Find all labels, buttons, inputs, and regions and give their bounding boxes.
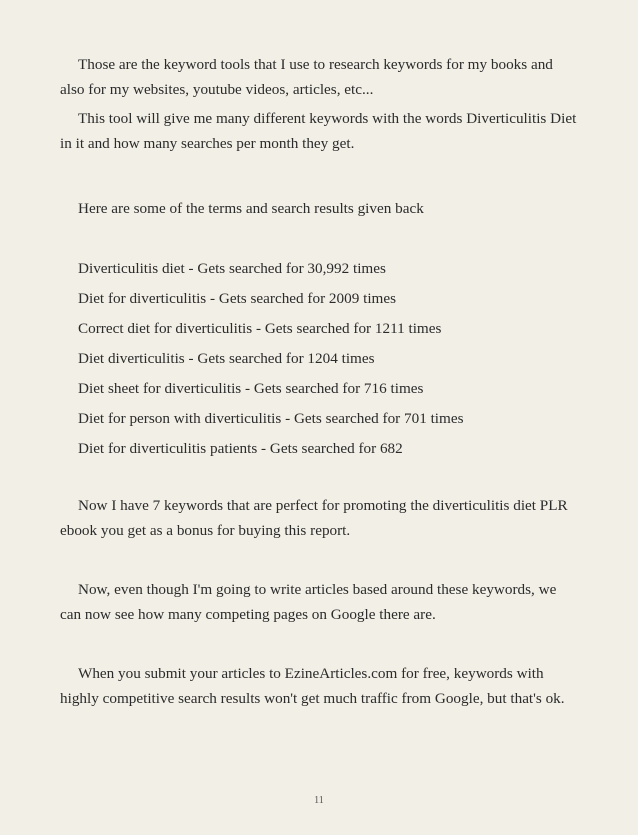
list-item: Correct diet for diverticulitis - Gets searched for 1211 times bbox=[78, 320, 442, 337]
list-item: Diet for person with diverticulitis - Gets searched for 701 times bbox=[78, 410, 464, 427]
paragraph-competing-pages: Now, even though I'm going to write articles based around these keywords, we can now see how many competing pages on Google there are. bbox=[60, 581, 557, 623]
keyword-list bbox=[60, 259, 578, 459]
list-item: Diverticulitis diet - Gets searched for 30,992 times bbox=[78, 260, 386, 277]
paragraph-seven-keywords: Now I have 7 keywords that are perfect for promoting the diverticulitis diet PLR ebook you get as a bonus for buying this report. bbox=[60, 497, 568, 539]
list-item: Diet diverticulitis - Gets searched for 1204 times bbox=[78, 350, 375, 367]
paragraph-ezinearticles: When you submit your articles to EzineArticles.com for free, keywords with highly competitive search results won't get much traffic from Google, but that's ok. bbox=[60, 665, 565, 707]
list-item: Diet sheet for diverticulitis - Gets searched for 716 times bbox=[78, 380, 424, 397]
list-item: Diet for diverticulitis patients - Gets searched for 682 bbox=[78, 440, 403, 457]
list-item: Diet for diverticulitis - Gets searched for 2009 times bbox=[78, 290, 397, 307]
paragraph-terms-intro: Here are some of the terms and search results given back bbox=[78, 200, 424, 217]
paragraph-keyword-tools: Those are the keyword tools that I use to research keywords for my books and also for my websites, youtube videos, articles, etc... bbox=[60, 56, 553, 98]
paragraph-tool-description: This tool will give me many different keywords with the words Diverticulitis Diet in it and how many searches per month they get. bbox=[60, 110, 577, 152]
page-number: 11 bbox=[314, 795, 324, 806]
